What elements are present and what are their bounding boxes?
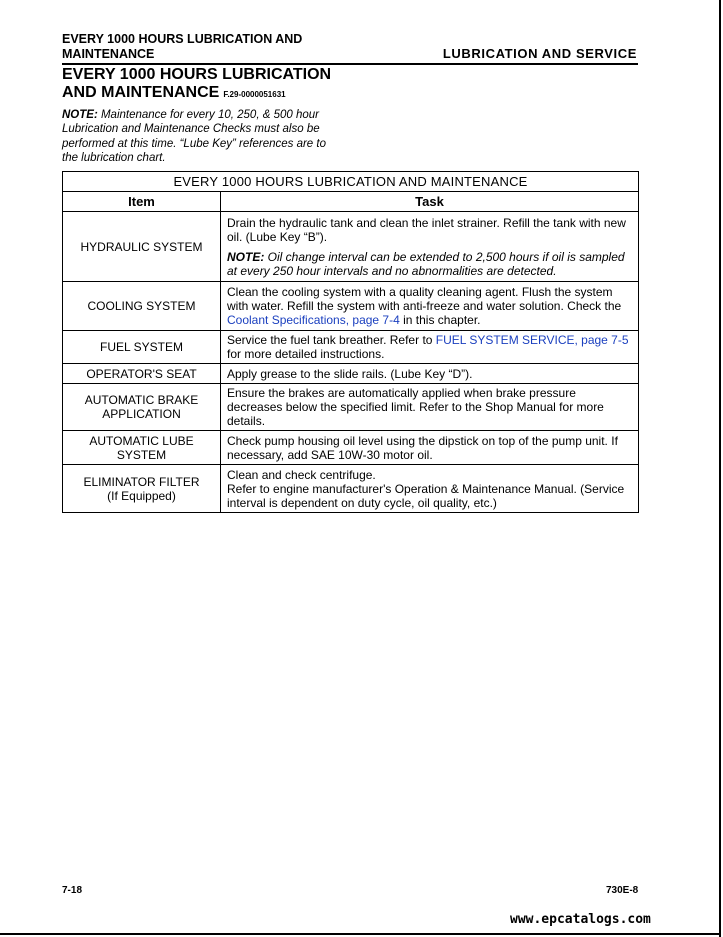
section-title: [62, 66, 331, 104]
task-text-after-link: in this chapter.: [399, 313, 481, 327]
page-border-right: [719, 0, 721, 937]
running-header-line1: EVERY 1000 HOURS LUBRICATION AND: [62, 32, 303, 46]
note-label: NOTE:: [62, 109, 98, 121]
item-name-line2: APPLICATION: [102, 407, 181, 421]
running-header-line2: MAINTENANCE: [62, 47, 155, 61]
section-title-line1: EVERY 1000 HOURS LUBRICATION: [62, 66, 332, 83]
item-cell: [63, 331, 221, 364]
task-cell: [221, 465, 639, 513]
item-name: COOLING SYSTEM: [87, 299, 196, 313]
item-name: AUTOMATIC BRAKE: [84, 393, 199, 407]
table-title: EVERY 1000 HOURS LUBRICATION AND MAINTENANCE: [63, 172, 639, 192]
table-row: [63, 465, 639, 513]
table-row: [63, 431, 639, 465]
task-text: Clean and check centrifuge.: [227, 467, 376, 482]
table-row: [63, 331, 639, 364]
task-text: Ensure the brakes are automatically applied when brake pressure decreases below the specified limit. Refer to the Shop Manual for more details.: [227, 386, 604, 428]
item-cell: [63, 384, 221, 431]
maintenance-table: [62, 171, 639, 513]
section-title-line2: AND MAINTENANCE: [62, 84, 220, 101]
fuel-system-service-link[interactable]: FUEL SYSTEM SERVICE, page 7-5: [435, 333, 629, 347]
column-header-task: Task: [221, 192, 639, 212]
task-text-after-link: for more detailed instructions.: [227, 347, 385, 361]
watermark: www.epcatalogs.com: [510, 912, 651, 927]
item-cell: [63, 212, 221, 282]
task-text: Service the fuel tank breather. Refer to: [227, 333, 436, 347]
column-header-item: Item: [63, 192, 221, 212]
figure-id: F.29-0000051631: [223, 90, 286, 99]
task-cell: [221, 364, 639, 384]
model-number: 730E-8: [606, 885, 639, 896]
task-note-label: NOTE:: [227, 249, 265, 264]
table-title-row: [63, 172, 639, 192]
task-note-text: Oil change interval can be extended to 2,500 hours if oil is sampled at every 250 hour intervals and no abnormalities are detected.: [227, 249, 625, 278]
item-name: OPERATOR'S SEAT: [86, 366, 197, 381]
table-row: [63, 364, 639, 384]
task-text: Apply grease to the slide rails. (Lube Key “D”).: [227, 366, 473, 381]
table-row: [63, 384, 639, 431]
coolant-specifications-link[interactable]: Coolant Specifications, page 7-4: [227, 313, 400, 327]
task-cell: [221, 431, 639, 465]
task-text: Clean the cooling system with a quality cleaning agent. Flush the system with water. Refill the system with anti-freeze and water solution. Check the: [227, 285, 622, 313]
task-text: Check pump housing oil level using the dipstick on top of the pump unit. If necessary, add SAE 10W-30 motor oil.: [227, 433, 618, 462]
running-header-left: [62, 32, 302, 62]
task-cell: [221, 331, 639, 364]
item-name: HYDRAULIC SYSTEM: [80, 239, 203, 254]
task-cell: [221, 384, 639, 431]
task-cell: [221, 282, 639, 331]
note-paragraph: [62, 108, 344, 165]
item-cell: [63, 465, 221, 513]
table-header-row: [63, 192, 639, 212]
task-cell: [221, 212, 639, 282]
header-rule: [62, 63, 638, 65]
task-text-2: Refer to engine manufacturer's Operation & Maintenance Manual. (Service interval is dependent on duty cycle, oil quality, etc.): [227, 481, 625, 510]
item-name-line2: SYSTEM: [116, 447, 167, 462]
item-cell: [63, 282, 221, 331]
note-text: Maintenance for every 10, 250, & 500 hour Lubrication and Maintenance Checks must also be performed at this time. “Lube Key” references are to the lubrication chart.: [62, 109, 326, 164]
item-cell: [63, 431, 221, 465]
item-name-line2: (If Equipped): [107, 488, 176, 503]
table-row: [63, 282, 639, 331]
item-name: AUTOMATIC LUBE: [89, 433, 194, 448]
item-cell: [63, 364, 221, 384]
page-number: 7-18: [62, 885, 83, 896]
table-row: [63, 212, 639, 282]
item-name: FUEL SYSTEM: [100, 340, 183, 354]
page-border-bottom: [0, 933, 721, 935]
task-note: [227, 250, 632, 278]
task-text: Drain the hydraulic tank and clean the inlet strainer. Refill the tank with new oil. (Lube Key “B”).: [227, 215, 626, 244]
item-name: ELIMINATOR FILTER: [83, 474, 200, 489]
running-header-right: LUBRICATION AND SERVICE: [442, 46, 637, 61]
